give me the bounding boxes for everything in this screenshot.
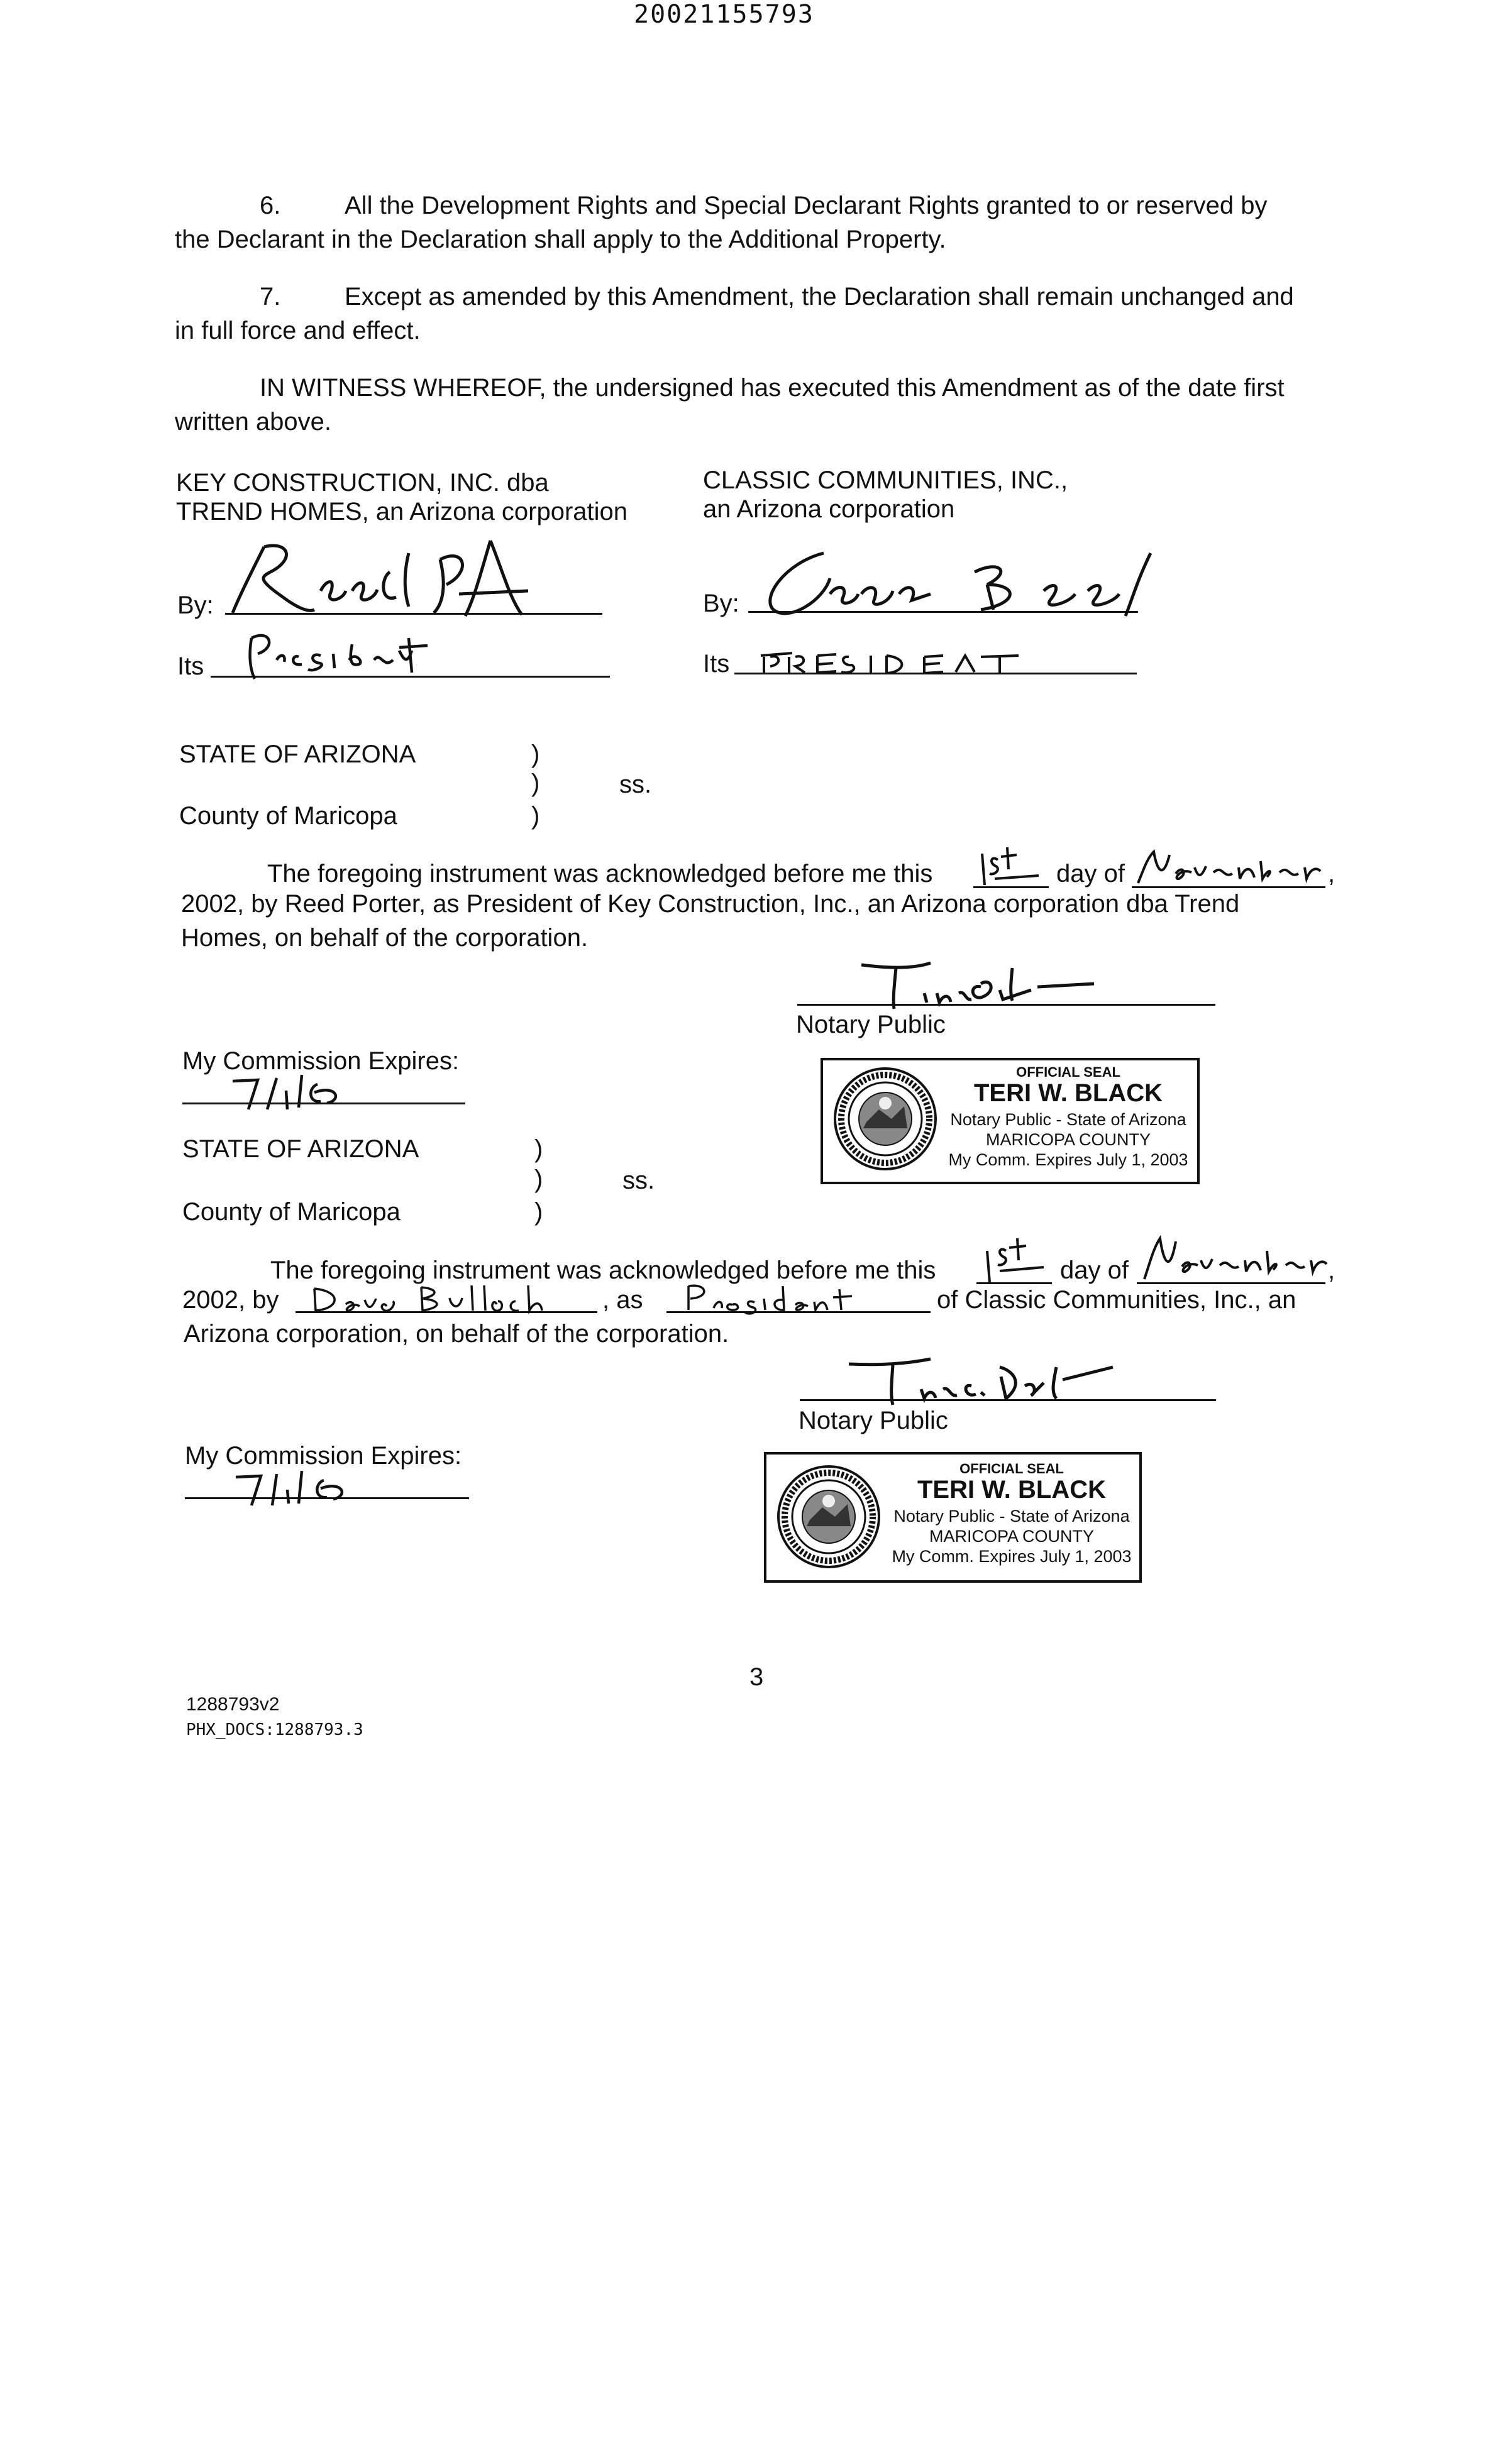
paragraph-6: 6. All the Development Rights and Special Declarant Rights granted to or reserved by the Declarant in the Declaration shall apply to the Additional Property.	[175, 192, 1268, 253]
witness-line1: IN WITNESS WHEREOF, the undersigned has executed this Amendment as of the date first	[260, 374, 1285, 402]
ack1-day-of: day of	[1056, 860, 1125, 888]
ack1-paren-2: )	[531, 769, 540, 797]
ack2-paren-3: )	[534, 1198, 543, 1226]
right-by-signature	[748, 541, 1188, 625]
ack1-paren-1: )	[531, 740, 540, 768]
ack1-line1-text: The foregoing instrument was acknowledged before me this	[267, 860, 933, 888]
ack2-line2-pre: 2002, by	[182, 1286, 279, 1314]
left-by-signature	[226, 534, 553, 625]
ack2-line3: Arizona corporation, on behalf of the corporation.	[184, 1320, 729, 1348]
witness-paragraph	[175, 371, 1332, 439]
paragraph-6-line1: All the Development Rights and Special Declarant Rights granted to or reserved by	[345, 192, 1268, 219]
ack2-commission-handwriting	[229, 1465, 380, 1512]
ack2-day-handwriting	[981, 1232, 1050, 1289]
right-party-line1: CLASSIC COMMUNITIES, INC.,	[703, 466, 1068, 494]
left-by-label: By:	[177, 591, 214, 619]
ack1-paren-3: )	[531, 802, 540, 830]
paragraph-7-line2: in full force and effect.	[175, 317, 421, 344]
notary-seal-2-line2: MARICOPA COUNTY	[929, 1527, 1095, 1546]
notary-seal-1-title: OFFICIAL SEAL	[1016, 1064, 1120, 1080]
ack2-line1-text: The foregoing instrument was acknowledged before me this	[270, 1257, 936, 1284]
paragraph-7-line1: Except as amended by this Amendment, the Declaration shall remain unchanged and	[345, 283, 1294, 311]
right-by-label: By:	[703, 590, 739, 617]
ack2-title-handwriting	[679, 1280, 893, 1321]
ack1-commission-handwriting	[226, 1069, 377, 1116]
right-its-signature	[754, 644, 1056, 685]
ack1-ss: ss.	[619, 771, 652, 798]
notary-seal-1-line3: My Comm. Expires July 1, 2003	[948, 1150, 1188, 1169]
ack2-day-of: day of	[1060, 1257, 1129, 1284]
left-party-line1: KEY CONSTRUCTION, INC. dba	[176, 469, 549, 497]
left-its-signature	[239, 625, 453, 685]
document-number: 20021155793	[634, 0, 814, 29]
ack1-comma: ,	[1328, 860, 1335, 888]
notary-seal-2-line3: My Comm. Expires July 1, 2003	[892, 1547, 1132, 1566]
right-party-line2: an Arizona corporation	[703, 495, 955, 523]
paragraph-6-line2: the Declarant in the Declaration shall apply to the Additional Property.	[175, 226, 946, 253]
doc-ref-2: PHX_DOCS:1288793.3	[186, 1720, 363, 1739]
ack1-county: County of Maricopa	[179, 802, 397, 830]
ack2-ss: ss.	[622, 1167, 655, 1194]
notary-seal-2-title: OFFICIAL SEAL	[959, 1461, 1064, 1477]
paragraph-7	[175, 280, 1332, 348]
notary-seal-1-line1: Notary Public - State of Arizona	[950, 1110, 1186, 1129]
ack2-state: STATE OF ARIZONA	[182, 1135, 419, 1163]
notary-seal-1-emblem	[832, 1065, 939, 1175]
left-its-label: Its	[177, 652, 204, 680]
page-number: 3	[749, 1663, 764, 1691]
ack2-notary-label: Notary Public	[799, 1407, 948, 1434]
notary-seal-2	[764, 1452, 1142, 1583]
ack2-line2-as: , as	[602, 1286, 643, 1314]
ack2-paren-1: )	[534, 1135, 543, 1163]
left-party-line2: TREND HOMES, an Arizona corporation	[176, 498, 628, 525]
ack1-notary-signature	[849, 955, 1100, 1015]
notary-seal-1-name: TERI W. BLACK	[974, 1079, 1163, 1107]
ack1-commission-label: My Commission Expires:	[182, 1047, 460, 1075]
right-its-label: Its	[703, 650, 730, 678]
notary-seal-1	[821, 1058, 1200, 1184]
ack2-month-handwriting	[1138, 1232, 1333, 1289]
ack1-line2: 2002, by Reed Porter, as President of Key Construction, Inc., an Arizona corporation dba Trend	[181, 890, 1240, 918]
ack1-notary-label: Notary Public	[796, 1011, 946, 1038]
ack2-county: County of Maricopa	[182, 1198, 401, 1226]
ack2-paren-2: )	[534, 1165, 543, 1193]
paragraph-7-number: 7.	[260, 283, 281, 311]
notary-seal-2-line1: Notary Public - State of Arizona	[893, 1507, 1130, 1526]
witness-line2: written above.	[175, 408, 332, 436]
notary-seal-2-name: TERI W. BLACK	[917, 1476, 1106, 1504]
ack2-commission-label: My Commission Expires:	[185, 1442, 462, 1470]
ack2-notary-signature	[836, 1351, 1125, 1411]
ack1-line3: Homes, on behalf of the corporation.	[181, 924, 589, 952]
ack1-state: STATE OF ARIZONA	[179, 740, 416, 768]
ack2-line2-end: of Classic Communities, Inc., an	[937, 1286, 1296, 1314]
doc-ref-1: 1288793v2	[186, 1694, 280, 1715]
notary-seal-1-line2: MARICOPA COUNTY	[985, 1130, 1151, 1149]
ack2-comma: ,	[1328, 1257, 1335, 1284]
notary-seal-2-emblem	[775, 1463, 882, 1573]
